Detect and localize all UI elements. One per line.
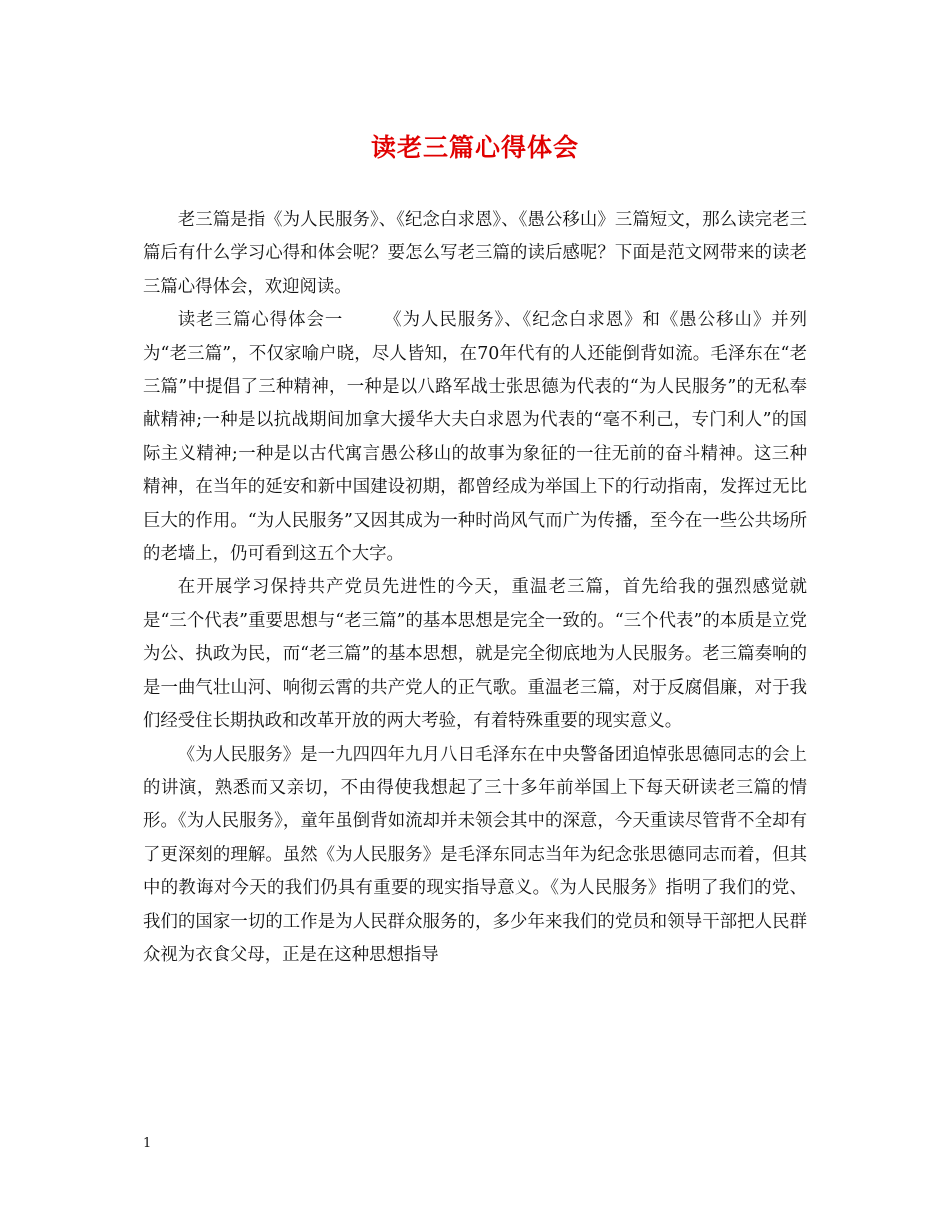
body-paragraph-2: 在开展学习保持共产党员先进性的今天，重温老三篇，首先给我的强烈感觉就是“三个代表”重要思想与“老三篇”的基本思想是完全一致的。“三个代表”的本质是立党为公、执政为民，而“老三篇”的基本思想，就是完全彻底地为人民服务。老三篇奏响的是一曲气壮山河、响彻云霄的共产党人的正气歌。重温老三篇，对于反腐倡廉，对于我们经受住长期执政和改革开放的两大考验，有着特殊重要的现实意义。 bbox=[143, 577, 807, 732]
page-number: 1 bbox=[143, 1136, 152, 1151]
intro-paragraph: 老三篇是指《为人民服务》、《纪念白求恩》、《愚公移山》三篇短文，那么读完老三篇后有什么学习心得和体会呢？要怎么写老三篇的读后感呢？下面是范文网带来的读老三篇心得体会，欢迎阅读。 bbox=[143, 210, 807, 297]
page-title: 读老三篇心得体会 bbox=[370, 133, 579, 162]
paragraph-text: 《为人民服务》、《纪念白求恩》和《愚公移山》并列为“老三篇”，不仅家喻户晓，尽人皆知，在70年代有的人还能倒背如流。毛泽东在“老三篇”中提倡了三种精神，一种是以八路军战士张思德为代表的“为人民服务”的无私奉献精神;一种是以抗战期间加拿大援华大夫白求恩为代表的“毫不利己，专门利人”的国际主义精神;一种是以古代寓言愚公移山的故事为象征的一往无前的奋斗精神。这三种精神，在当年的延安和新中国建设初期，都曾经成为举国上下的行动指南，发挥过无比巨大的作用。“为人民服务”又因其成为一种时尚风气而广为传播，至今在一些公共场所的老墙上，仍可看到这五个大字。 bbox=[143, 310, 807, 565]
body-paragraph-3: 《为人民服务》是一九四四年九月八日毛泽东在中央警备团追悼张思德同志的会上的讲演，熟悉而又亲切，不由得使我想起了三十多年前举国上下每天研读老三篇的情形。《为人民服务》，童年虽倒背如流却并未领会其中的深意，今天重读尽管背不全却有了更深刻的理解。虽然《为人民服务》是毛泽东同志当年为纪念张思德同志而着，但其中的教诲对今天的我们仍具有重要的现实指导意义。《为人民服务》指明了我们的党、我们的国家一切的工作是为人民群众服务的，多少年来我们的党员和领导干部把人民群众视为衣食父母，正是在这种思想指导 bbox=[143, 744, 807, 965]
document-body bbox=[143, 204, 807, 972]
section-paragraph-1 bbox=[143, 304, 807, 571]
section-heading: 读老三篇心得体会一 bbox=[177, 310, 344, 331]
